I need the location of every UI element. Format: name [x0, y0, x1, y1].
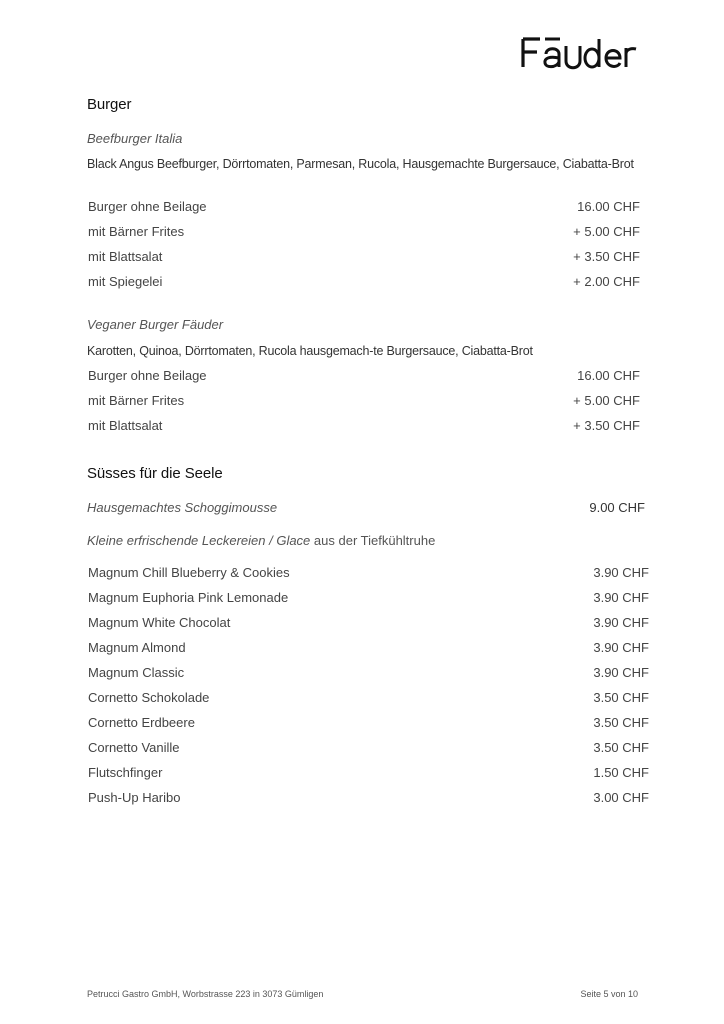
dessert-price: 3.00 CHF [593, 790, 649, 805]
list-item [88, 615, 649, 635]
list-item [88, 690, 649, 710]
dessert-price: 3.90 CHF [593, 615, 649, 630]
option-price: 16.00 CHF [577, 368, 640, 383]
option-label: mit Bärner Frites [88, 224, 185, 239]
price-row [88, 418, 640, 438]
faeuder-logo [520, 34, 640, 74]
item-name-vegan-burger: Veganer Burger Fäuder [87, 317, 224, 332]
dessert-price: 3.90 CHF [593, 590, 649, 605]
option-price: + 5.00 CHF [573, 224, 640, 239]
list-item [88, 640, 649, 660]
dessert-label: Magnum Euphoria Pink Lemonade [88, 590, 289, 605]
section-title-burger: Burger [87, 96, 132, 113]
option-label: mit Spiegelei [88, 274, 163, 289]
price-row [88, 274, 640, 294]
item-description-vegan-burger: Karotten, Quinoa, Dörrtomaten, Rucola hausgemach-te Burgersauce, Ciabatta-Brot [87, 344, 533, 358]
dessert-label: Magnum Chill Blueberry & Cookies [88, 565, 290, 580]
dessert-price: 3.90 CHF [593, 565, 649, 580]
dessert-label: Push-Up Haribo [88, 790, 181, 805]
list-item [88, 590, 649, 610]
price-row [88, 199, 640, 219]
option-label: Burger ohne Beilage [88, 199, 207, 214]
footer-page-number: Seite 5 von 10 [580, 989, 638, 999]
option-price: + 3.50 CHF [573, 418, 640, 433]
option-label: Burger ohne Beilage [88, 368, 207, 383]
price-row [88, 249, 640, 269]
item-price-mousse: 9.00 CHF [589, 500, 645, 515]
dessert-label: Magnum Classic [88, 665, 185, 680]
option-price: + 2.00 CHF [573, 274, 640, 289]
ice-intro [87, 533, 435, 548]
option-price: + 3.50 CHF [573, 249, 640, 264]
option-label: mit Blattsalat [88, 418, 163, 433]
dessert-price: 3.50 CHF [593, 740, 649, 755]
price-row [88, 393, 640, 413]
option-price: + 5.00 CHF [573, 393, 640, 408]
item-name-mousse: Hausgemachtes Schoggimousse [87, 500, 278, 515]
dessert-label: Flutschfinger [88, 765, 163, 780]
ice-intro-italic: Kleine erfrischende Leckereien / Glace [87, 533, 311, 548]
dessert-price: 3.90 CHF [593, 665, 649, 680]
price-row [88, 224, 640, 244]
section-title-dessert: Süsses für die Seele [87, 465, 223, 482]
dessert-price: 3.50 CHF [593, 715, 649, 730]
item-description-beefburger: Black Angus Beefburger, Dörrtomaten, Parmesan, Rucola, Hausgemachte Burgersauce, Ciabatta-Brot [87, 157, 634, 171]
list-item [88, 790, 649, 810]
list-item [88, 715, 649, 735]
dessert-label: Cornetto Schokolade [88, 690, 210, 705]
footer-address: Petrucci Gastro GmbH, Worbstrasse 223 in 3073 Gümligen [87, 989, 324, 999]
list-item [88, 665, 649, 685]
dessert-label: Cornetto Erdbeere [88, 715, 195, 730]
dessert-label: Magnum White Chocolat [88, 615, 231, 630]
dessert-price: 3.50 CHF [593, 690, 649, 705]
option-price: 16.00 CHF [577, 199, 640, 214]
dessert-price: 3.90 CHF [593, 640, 649, 655]
option-label: mit Bärner Frites [88, 393, 185, 408]
list-item [88, 740, 649, 760]
dessert-label: Cornetto Vanille [88, 740, 180, 755]
item-name-beefburger: Beefburger Italia [87, 131, 183, 146]
list-item [88, 565, 649, 585]
option-label: mit Blattsalat [88, 249, 163, 264]
dessert-label: Magnum Almond [88, 640, 186, 655]
dessert-price: 1.50 CHF [593, 765, 649, 780]
price-row [88, 368, 640, 388]
list-item [88, 765, 649, 785]
ice-intro-rest: aus der Tiefkühltruhe [310, 533, 436, 548]
